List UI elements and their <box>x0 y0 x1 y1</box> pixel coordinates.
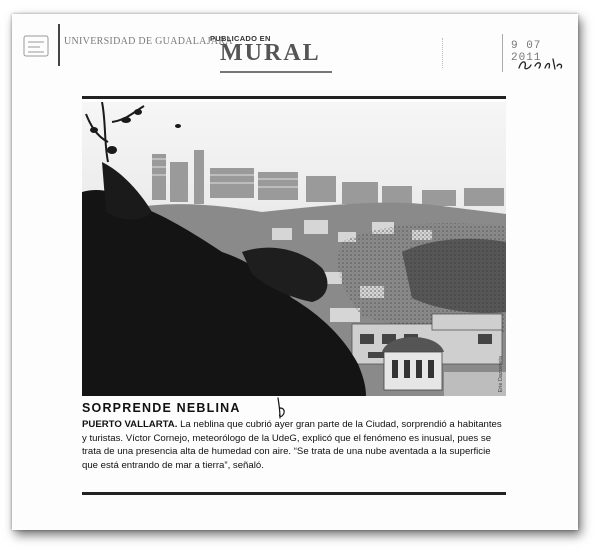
article-headline: SORPRENDE NEBLINA <box>82 401 241 415</box>
newspaper-name: MURAL <box>220 40 321 66</box>
date-box <box>502 34 571 72</box>
photo-credit: Erie Dazovreta <box>498 355 504 392</box>
clipping-header <box>12 14 578 78</box>
handwritten-note-icon <box>517 56 565 72</box>
article-line: y turistas. Víctor Cornejo, meteorólogo de la UdeG, explicó que el fenómeno es inusual, pues se <box>82 432 492 444</box>
bottom-rule <box>82 492 506 495</box>
date-stamp: 9 07 2011 <box>511 40 542 64</box>
article-photo <box>82 102 506 396</box>
header-divider <box>58 24 60 66</box>
city-landscape-image <box>82 102 506 396</box>
article-line: PUERTO VALLARTA. La neblina que cubrió ayer gran parte de la Ciudad, sorprendió a habitantes <box>82 419 502 430</box>
university-name: UNIVERSIDAD DE GUADALAJARA <box>64 36 233 47</box>
newspaper-underline <box>220 71 332 73</box>
top-rule <box>82 96 506 99</box>
faded-stamp <box>442 38 463 68</box>
article-body <box>82 418 506 472</box>
article-line: trata de una presencia alta de humedad con aire. “Se trata de una nube aventada a la superficie <box>82 446 491 458</box>
article-place: PUERTO VALLARTA. <box>82 419 178 430</box>
newspaper-clipping <box>12 14 578 530</box>
published-label: PUBLICADO EN <box>210 34 271 43</box>
article-line: que está entrando de mar a tierra”, señaló. <box>82 459 264 471</box>
university-seal-icon <box>20 30 52 62</box>
